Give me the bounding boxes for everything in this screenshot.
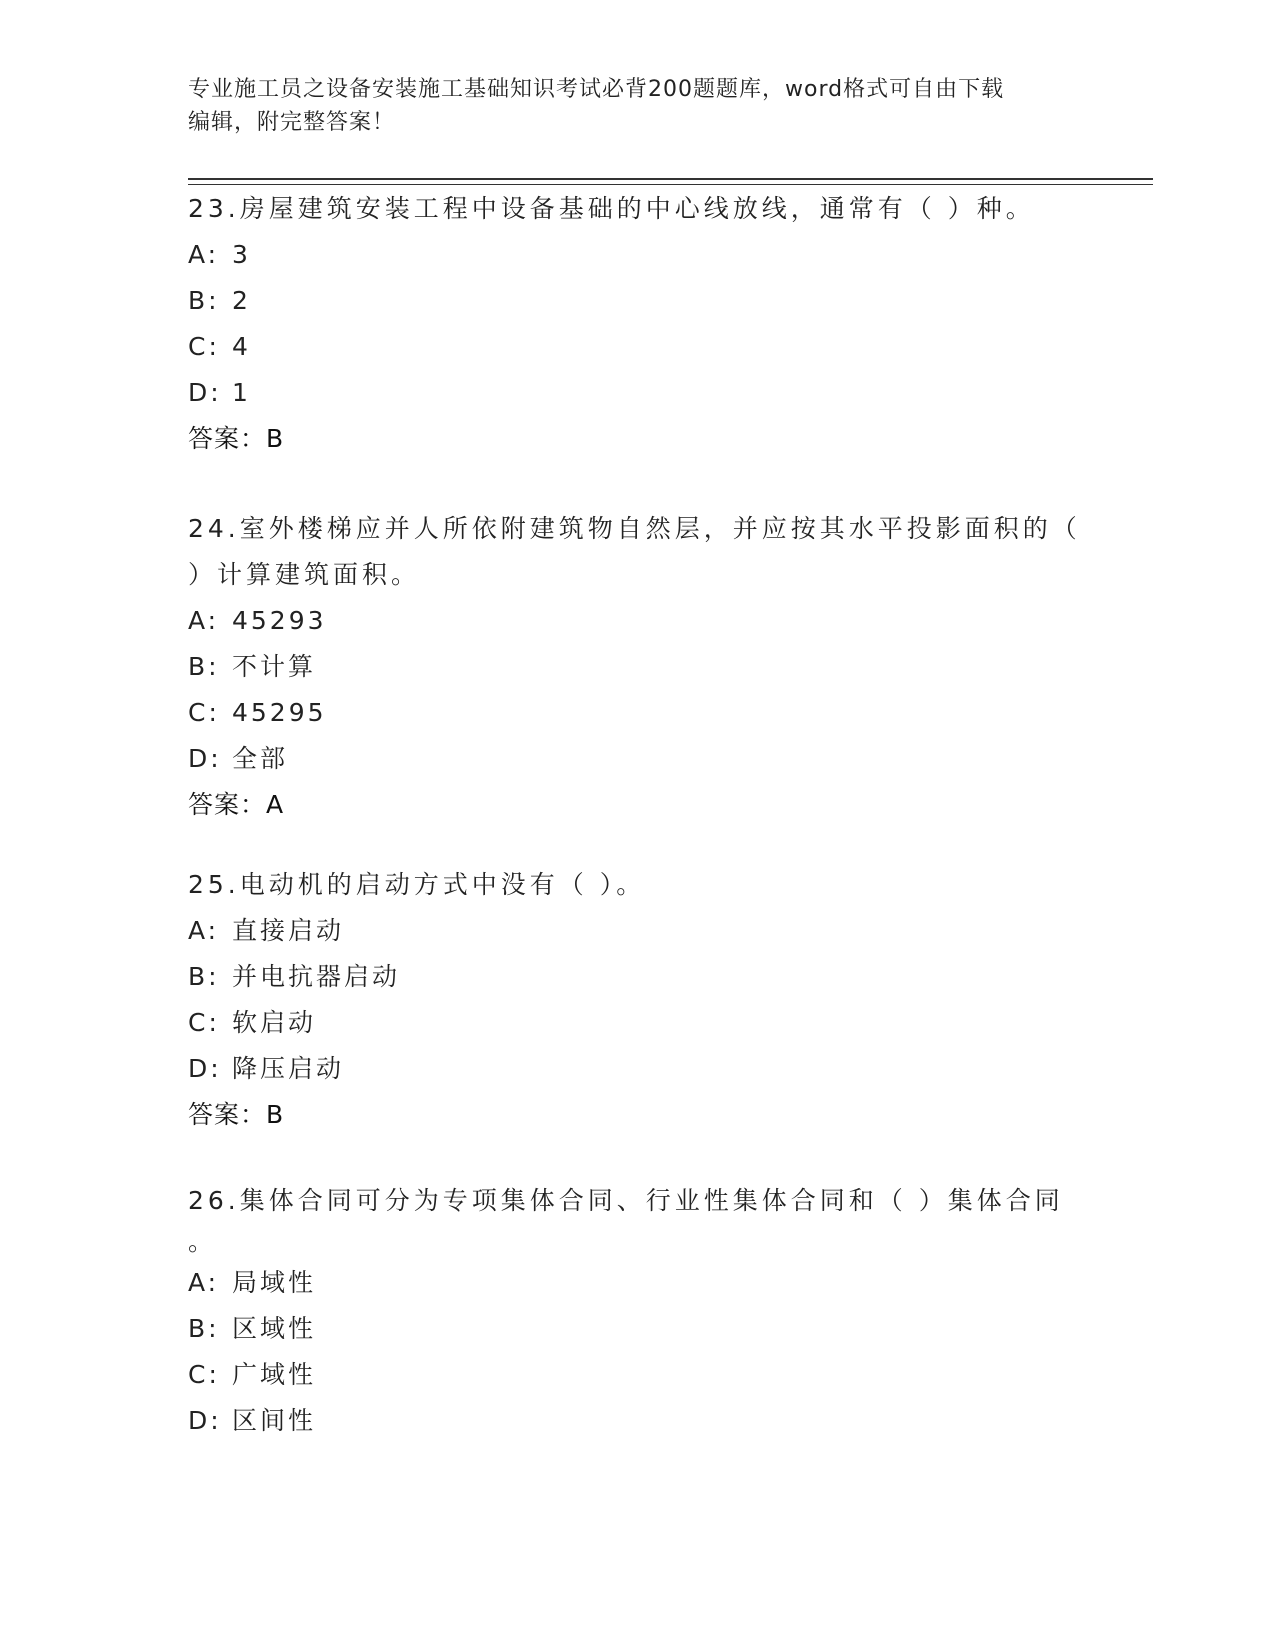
option-text: 1: [232, 378, 251, 407]
option-a: [188, 598, 1088, 644]
option-text: 全部: [232, 744, 289, 773]
question-stem-line-1: 24.室外楼梯应并人所依附建筑物自然层，并应按其水平投影面积的（: [188, 514, 1081, 543]
option-b: [188, 954, 1088, 1000]
option-letter: D:: [188, 744, 222, 773]
header-line-1: 专业施工员之设备安装施工基础知识考试必背200题题库，word格式可自由下载: [188, 77, 1005, 102]
option-c: [188, 690, 1088, 736]
document-header: [188, 73, 1068, 139]
answer-line: 答案：B: [188, 1100, 285, 1129]
question-26: [188, 1178, 1088, 1444]
option-d: [188, 370, 1088, 416]
option-letter: C:: [188, 698, 220, 727]
option-text: 2: [232, 286, 251, 315]
question-stem-line-1: 26.集体合同可分为专项集体合同、行业性集体合同和（ ）集体合同: [188, 1186, 1064, 1215]
option-letter: D:: [188, 1406, 222, 1435]
answer-line: 答案：A: [188, 790, 285, 819]
option-text: 并电抗器启动: [232, 962, 401, 991]
option-text: 广域性: [232, 1360, 317, 1389]
option-text: 4: [232, 332, 251, 361]
option-text: 不计算: [232, 652, 317, 681]
option-b: [188, 278, 1088, 324]
option-text: 45295: [232, 698, 327, 727]
question-stem-line-2: ）计算建筑面积。: [188, 560, 421, 589]
option-b: [188, 644, 1088, 690]
option-text: 3: [232, 240, 251, 269]
question-stem-line-2: 。: [188, 1227, 218, 1256]
option-text: 降压启动: [232, 1054, 345, 1083]
option-letter: B:: [188, 1314, 220, 1343]
option-text: 45293: [232, 606, 327, 635]
option-d: [188, 1046, 1088, 1092]
option-a: [188, 232, 1088, 278]
option-c: [188, 1352, 1088, 1398]
option-letter: A:: [188, 240, 220, 269]
option-a: [188, 1260, 1088, 1306]
option-letter: C:: [188, 332, 220, 361]
option-c: [188, 324, 1088, 370]
option-letter: B:: [188, 652, 220, 681]
option-letter: A:: [188, 916, 220, 945]
option-letter: D:: [188, 378, 222, 407]
answer-line: 答案：B: [188, 424, 285, 453]
option-letter: D:: [188, 1054, 222, 1083]
option-b: [188, 1306, 1088, 1352]
option-d: [188, 1398, 1088, 1444]
option-text: 软启动: [232, 1008, 317, 1037]
header-divider-thin: [188, 184, 1153, 185]
option-a: [188, 908, 1088, 954]
option-letter: B:: [188, 286, 220, 315]
option-c: [188, 1000, 1088, 1046]
header-line-2: 编辑，附完整答案！: [188, 110, 396, 135]
option-letter: A:: [188, 606, 220, 635]
option-letter: A:: [188, 1268, 220, 1297]
header-divider-thick: [188, 178, 1153, 180]
question-24: [188, 506, 1088, 828]
option-letter: C:: [188, 1008, 220, 1037]
option-letter: C:: [188, 1360, 220, 1389]
question-stem: 25.电动机的启动方式中没有（ ）。: [188, 870, 646, 899]
question-25: [188, 862, 1088, 1138]
option-text: 局域性: [232, 1268, 317, 1297]
option-letter: B:: [188, 962, 220, 991]
option-d: [188, 736, 1088, 782]
option-text: 区间性: [232, 1406, 317, 1435]
question-stem: 23.房屋建筑安装工程中设备基础的中心线放线，通常有（ ）种。: [188, 194, 1035, 223]
option-text: 直接启动: [232, 916, 345, 945]
option-text: 区域性: [232, 1314, 317, 1343]
question-23: [188, 186, 1088, 462]
